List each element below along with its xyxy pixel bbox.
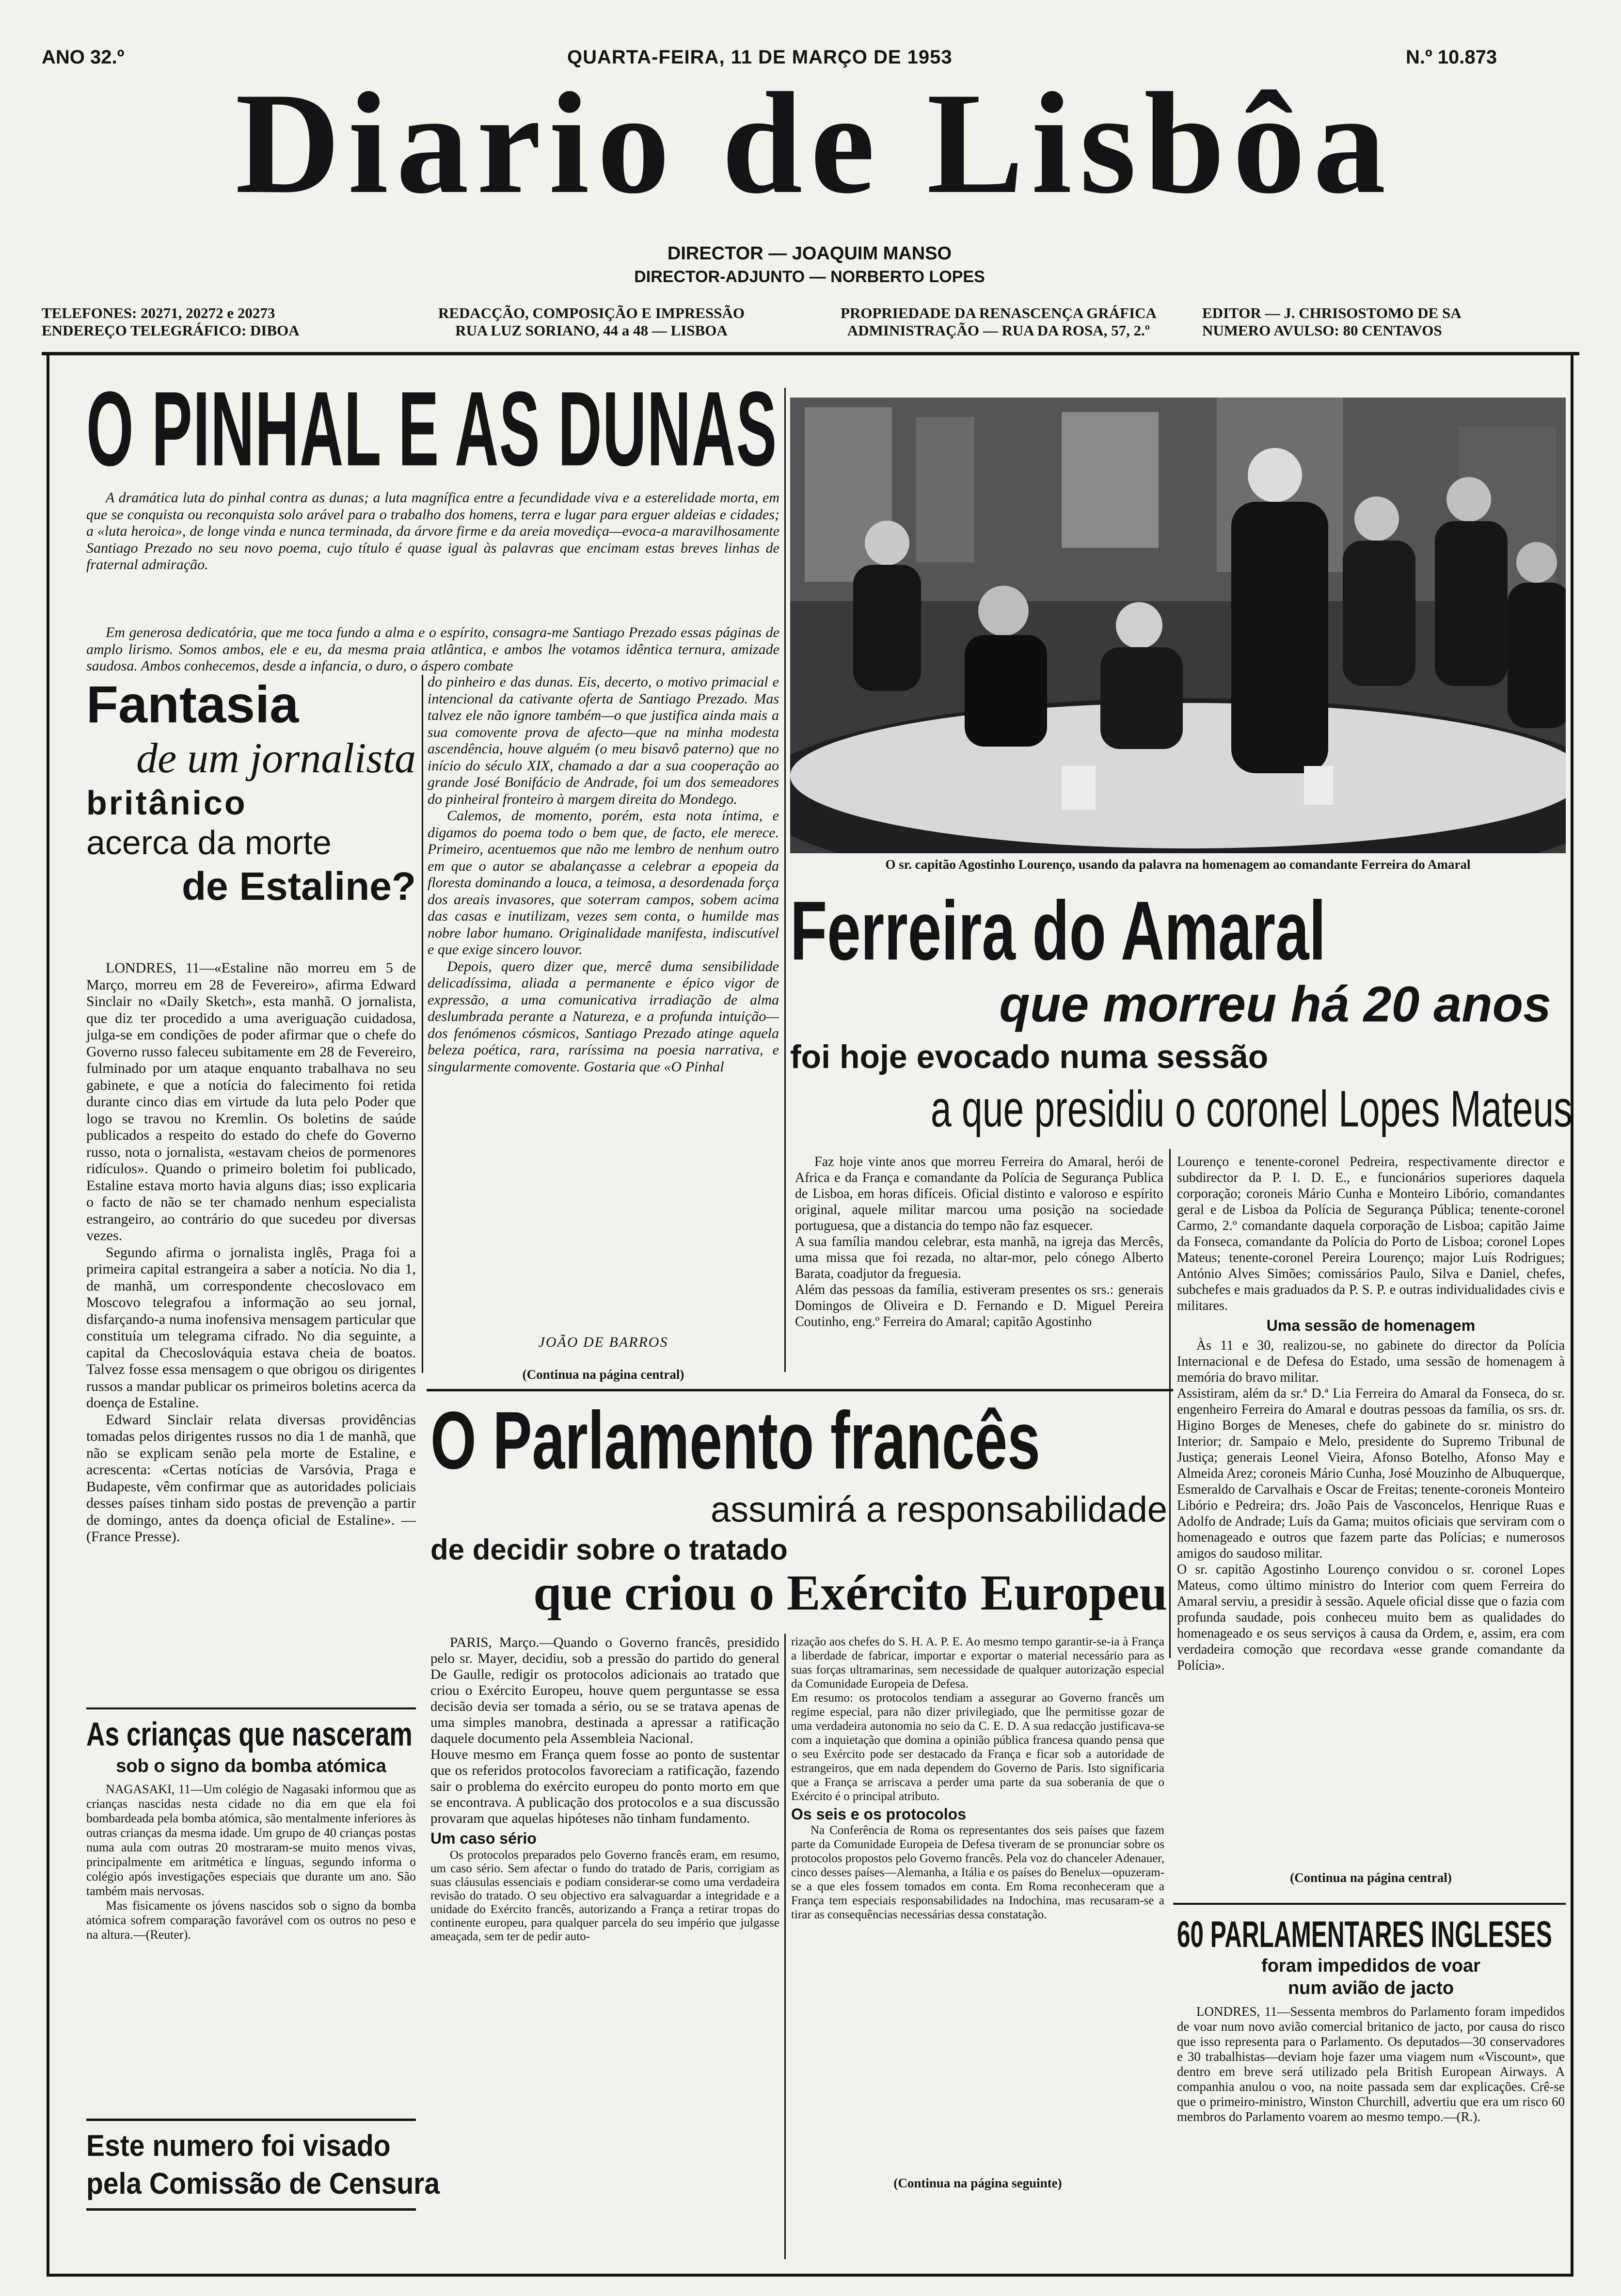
censorship-line-2: pela Comissão de Censura	[86, 2167, 440, 2200]
photo-caption: O sr. capitão Agostinho Lourenço, usando da palavra na homenagem ao comandante Ferreira do Amaral	[885, 857, 1471, 872]
parlamento-subhead-1: assumirá a responsabilidade	[711, 1489, 1167, 1530]
ingleses-headline: 60 PARLAMENTARES INGLESES	[1177, 1913, 1552, 1955]
fantasia-subtitle-2: britânico	[86, 784, 247, 822]
editor: EDITOR — J. CHRISOSTOMO DE SA	[1202, 304, 1462, 321]
ingleses-subhead-1: foram impedidos de voar	[1261, 1956, 1480, 1976]
ceremony-photo	[790, 398, 1566, 853]
issue-year: ANO 32.º	[42, 47, 125, 68]
amaral-subhead-1: que morreu há 20 anos	[999, 976, 1551, 1033]
telegraph: ENDEREÇO TELEGRÁFICO: DIBOA	[42, 322, 300, 339]
newspaper-title: Diario de Lisbôa	[235, 63, 1394, 223]
amaral-subsection: Uma sessão de homenagem	[1266, 1317, 1476, 1334]
owner: PROPRIEDADE DA RENASCENÇA GRÁFICA	[841, 304, 1157, 321]
phones: TELEFONES: 20271, 20272 e 20273	[42, 304, 275, 321]
pinhal-column: do pinheiro e das dunas. Eis, decerto, o motivo primacial e intencional da cativante oferta de Santiago Prezado. Mas talvez ele não ignore também—o que justifica ainda mais a sua comovente prova de afecto—que na minha modesta ascendência, houve alguém (o meu bisavô paterno) que no início do século XIX, chamado a dar a sua cooperação ao grande José Bonifácio de Andrade, foi um dos semeadores do pinheiral fronteiro à margem direita do Mondego. Calemos, de momento, porém, esta nota íntima, e digamos do poema todo o bem que, de facto, ele merece. Primeiro, acentuemos que não me lembro de nenhum outro em que o autor se abalançasse a celebrar a epopeia da floresta dominando a louca, a teimosa, a desordenada força dos areais invasores, que soterram campos, sobem acima das casas e inutilizam, vezes sem conta, o humilde mas nobre labor humano. Originalidade manifesta, indiscutível e que exige sincero louvor. Depois, quero dizer que, mercê duma sensibilidade delicadíssima, aliada a permanente e épico vigor de expressão, a uma comunicativa irradiação de alma deslumbrada perante a Natureza, e a profunda intuição—dos fenómenos cósmicos, Santiago Prezado atinge aquela beleza poética, rara, raríssima na poesia narrativa, e singularmente comovente. Gostaria que «O Pinhal	[428, 674, 779, 1075]
fantasia-title: Fantasia	[86, 675, 299, 733]
amaral-subhead-2: foi hoje evocado numa sessão	[790, 1038, 1269, 1075]
pinhal-author: JOÃO DE BARROS	[538, 1334, 668, 1350]
ingleses-body: LONDRES, 11—Sessenta membros do Parlamento foram impedidos de voar num novo avião comercial britanico de jacto, por causa do risco que isso representa para o Parlamento. Os deputados—30 conservadores e 30 trabalhistas—deviam hoje fazer uma viagem num «Viscount», que dentro em breve será utilizado pela British European Airways. A companhia anulou o voo, na noite passada sem dar explicações. Crê-se que o primeiro-ministro, Winston Churchill, advertiu que era um risco 60 membros do Parlamento voarem ao mesmo tempo.—(R.).	[1177, 2004, 1565, 2124]
amaral-col-2: Lourenço e tenente-coronel Pedreira, respectivamente director e subdirector da P. I. D. E., e funcionários superiores daquela corporação; coroneis Mário Cunha e Monteiro Libório, comandantes geral e de Lisboa da Polícia de Segurança Pública; tenente-coronel Carmo, 2.º comandante daquela corporação de Lisboa; capitão Jaime da Fonseca, comandante da Polícia do Porto de Lisboa; coronel Lopes Mateus; tenente-coronel Pereira Lourenço; major Luís Rodrigues; António Alves Simões; comissários Paulo, Silva e Daniel, chefes, subchefes e mais graduados da P. S. P. e outras individualidades civis e militares. Uma sessão de homenagem Às 11 e 30, realizou-se, no gabinete do director da Polícia Internacional e de Defesa do Estado, uma sessão de homenagem à memória do bravo militar. Assistiram, além da sr.ª D.ª Lia Ferreira do Amaral da Fonseca, do sr. engenheiro Ferreira do Amaral e doutras pessoas da família, os srs. dr. Higino Borges de Meneses, chefe do gabinete do sr. ministro do Interior; dr. Sampaio e Melo, presidente do Supremo Tribunal de Justiça; generais Leonel Vieira, Afonso Botelho, Afonso May e Almeida Arez; coroneis Mário Cunha, José Mouzinho de Albuquerque, Esmeraldo de Carvalhais e Oscar de Freitas; tenente-coroneis Monteiro Libório e Pedreira; drs. João Pais de Vasconcelos, Henrique Ruas e Adolfo de Andrade; Luís da Gama; muitos oficiais que serviram com o homenageado e outros que fazem parte das Polícias; e numerosos amigos do saudoso militar. O sr. capitão Agostinho Lourenço convidou o sr. coronel Lopes Mateus, como último ministro do Interior com quem Ferreira do Amaral serviu, a presidir à sessão. Aquele oficial disse que o fazia com profunda saudade, pois conheceu muito bem as qualidades do homenageado e os seus serviços à causa da Ordem, e, assim, era com verdadeira comoção que recordava «esse grande comandante da Polícia».	[1177, 1154, 1565, 1673]
newsroom-address: RUA LUZ SORIANO, 44 a 48 — LISBOA	[455, 322, 728, 339]
section-rule	[86, 1707, 416, 1709]
parlamento-subsection-1: Um caso sério	[430, 1830, 537, 1847]
left-border	[47, 355, 49, 2275]
pinhal-continues: (Continua na página central)	[522, 1367, 684, 1382]
section-rule	[427, 1389, 1173, 1391]
newsroom: REDACÇÃO, COMPOSIÇÃO E IMPRESSÃO	[438, 304, 745, 321]
ceremony-photo-image	[790, 398, 1566, 853]
parlamento-headline: O Parlamento francês	[430, 1395, 1040, 1486]
fantasia-subtitle-4: de Estaline?	[181, 864, 416, 909]
parlamento-subhead-2: de decidir sobre o tratado	[430, 1533, 788, 1566]
amaral-subhead-3: a que presidiu o coronel Lopes Mateus	[931, 1081, 1573, 1138]
fantasia-heading	[86, 674, 416, 911]
column-rule	[422, 675, 423, 1373]
fantasia-subtitle-3: acerca da morte	[86, 824, 332, 861]
parlamento-subhead-3: que criou o Exército Europeu	[533, 1565, 1167, 1621]
pinhal-dedication: Em generosa dedicatória, que me toca fundo a alma e o espírito, consagra-me Santiago Prezado essas páginas de amplo lirismo. Somos ambos, ele e eu, da mesma praia atlântica, e ambos lhe votamos idêntica ternura, amizade saudosa. Ambos conhecemos, desde a infancia, o duro, o áspero combate	[86, 624, 779, 674]
amaral-headline: Ferreira do Amaral	[790, 883, 1326, 977]
criancas-subhead: sob o signo da bomba atómica	[116, 1756, 386, 1776]
fantasia-subtitle-1: de um jornalista	[136, 735, 416, 782]
right-border	[1571, 355, 1573, 2275]
pinhal-headline: O PINHAL E AS DUNAS	[86, 370, 778, 488]
ingleses-subhead-2: num avião de jacto	[1287, 1978, 1454, 1998]
section-rule	[1173, 1903, 1566, 1905]
parlamento-col-1: PARIS, Março.—Quando o Governo francês, presidido pelo sr. Mayer, decidiu, sob a pressão do partido do general De Gaulle, redigir os protocolos adicionais ao tratado que criou o Exército Europeu, houve quem perguntasse se essa decisão devia ser tomada a sério, ou se se tratava apenas de uma simples manobra, destinada a apressar a ratificação daquele documento pela Assembleia Nacional. Houve mesmo em França quem fosse ao ponto de sustentar que os referidos protocolos favoreciam a ratificação, fazendo sair o problema do exército europeu do ponto morto em que se encontrava. A publicação dos protocolos e a sua discussão provaram que aquelas hipóteses não tinham fundamento. Um caso sério Os protocolos preparados pelo Governo francês eram, em resumo, um caso sério. Sem afectar o fundo do tratado de Paris, corrigiam as suas cláusulas essenciais e podiam considerar-se como uma verdadeira revisão do tratado. O seu objectivo era salvaguardar a integridade e a unidade do Exército francês, autorizando a França a retirar tropas do continente europeu, para qualquer parcela do seu império que julgasse ameaçada, sem ter de pedir auto-	[430, 1635, 779, 1943]
issue-date: QUARTA-FEIRA, 11 DE MARÇO DE 1953	[567, 47, 953, 68]
column-rule	[1169, 1149, 1171, 1658]
amaral-col-1: Faz hoje vinte anos que morreu Ferreira do Amaral, herói de Africa e da França e comandante da Polícia de Segurança Publica de Lisboa, em horas difíceis. Oficial distinto e valoroso e espírito original, aquele militar marcou uma posição na sociedade portuguesa, que a distancia do tempo não faz esquecer. A sua família mandou celebrar, esta manhã, na igreja das Mercês, uma missa que foi rezada, no altar-mor, pelo cónego Alberto Barata, coadjutor da freguesia. Além das pessoas da família, estiveram presentes os srs.: generais Domingos de Oliveira e D. Fernando e D. Miguel Pereira Coutinho, eng.º Ferreira do Amaral; capitão Agostinho	[795, 1154, 1163, 1329]
top-rule	[42, 352, 1579, 355]
column-rule	[784, 388, 786, 1372]
criancas-body: NAGASAKI, 11—Um colégio de Nagasaki informou que as crianças nascidas nesta cidade no dia em que ela foi bombardeada pela bomba atómica, são mentalmente inferiores às outras crianças da mesma idade. Um grupo de 40 crianças postas numa aula com outras 20 mostraram-se muito menos vivas, principalmente em aritmética e línguas, segundo informa o colégio após investigações especiais que durante um ano. São também mais nervosas. Mas fisicamente os jóvens nascidos sob o signo da bomba atómica sofrem comparação favorável com os outros no peso e na altura.—(Reuter).	[86, 1782, 416, 1942]
pinhal-intro: A dramática luta do pinhal contra as dunas; a luta magnífica entre a fecundidade viva e a esterelidade morta, em que se conquista ou reconquista solo arável para o trabalho dos homens, terra e lugar para erguer aldeias e cidades; a «luta heroica», de longe vinda e nunca terminada, da árvore firme e da areia movediça—evoca-a maravilhosamente Santiago Prezado no seu novo poema, cujo título é quase igual às palavras que encimam estas breves linhas de fraternal admiração.	[86, 490, 779, 573]
parlamento-subsection-2: Os seis e os protocolos	[791, 1805, 966, 1823]
parlamento-col-2: rização aos chefes do S. H. A. P. E. Ao mesmo tempo garantir-se-ia à França a liberdade de fabricar, importar e exportar o material necessário para as suas forças ultramarinas, sem necessidade de qualquer autorização especial da Comunidade Europeia de Defesa. Em resumo: os protocolos tendiam a assegurar ao Governo francês um regime especial, para não dizer privilegiado, que lhe permitisse gozar de uma verdadeira autonomia no seio da C. E. D. A sua redacção justificava-se com a inquietação que domina a opinião pública francesa quando pensa que o seu Exército pode ser destacado da França e ficar sob a autoridade de estrangeiros, que em nada dependem do Governo de Paris. Isto significaria que a França se arriscava a perder uma parte da sua soberania de que o Exército é o principal atributo. Os seis e os protocolos Na Conferência de Roma os representantes dos seis países que fazem parte da Comunidade Europeia de Defesa tiveram de se pronunciar sobre os protocolos propostos pelo Governo francês. Pela voz do chanceler Adenauer, cinco desses países—Alemanha, a Itália e os países do Benelux—opuzeram-se a que eles fossem tomados em conta. Em Roma reconheceram que a França tem especiais responsabilidades na Indochina, mas recusaram-se a tirar as consequências necessárias dessa constatação.	[791, 1635, 1164, 1921]
criancas-headline: As crianças que nasceram	[86, 1716, 413, 1753]
bottom-border	[47, 2274, 1573, 2277]
administration: ADMINISTRAÇÃO — RUA DA ROSA, 57, 2.º	[847, 322, 1150, 339]
director-line: DIRECTOR — JOAQUIM MANSO	[667, 243, 952, 264]
censorship-box	[86, 2119, 440, 2211]
deputy-director-line: DIRECTOR-ADJUNTO — NORBERTO LOPES	[634, 268, 985, 286]
amaral-continues: (Continua na página central)	[1290, 1870, 1452, 1885]
censorship-line-1: Este numero foi visado	[86, 2129, 391, 2163]
parlamento-continues: (Continua na página seguinte)	[893, 2176, 1062, 2190]
column-rule	[784, 1634, 786, 2259]
price: NUMERO AVULSO: 80 CENTAVOS	[1202, 322, 1442, 339]
issue-number: N.º 10.873	[1406, 47, 1497, 68]
fantasia-body: LONDRES, 11—«Estaline não morreu em 5 de Março, morreu em 28 de Fevereiro», afirma Edward Sinclair no «Daily Sketch», esta manhã. O jornalista, que diz ter procedido a uma averiguação cuidadosa, julga-se em condições de poder afirmar que o chefe do Governo russo faleceu subitamente em 28 de Fevereiro, fulminado por um ataque enquanto trabalhava no seu gabinete, e que a notícia do falecimento foi retida durante cinco dias em virtude da luta pelo Poder que logo se travou no Kremlin. Os boletins de saúde publicados a respeito do estado do chefe do Governo russo, nota o jornalista, «estavam cheios de pormenores ridículos». Quando o primeiro boletim foi publicado, Estaline estava morto havia alguns dias; isso explicaria o facto de não se ter chamado nenhum especialista estrangeiro, ao contrário do que sucedeu por diversas vezes. Segundo afirma o jornalista inglês, Praga foi a primeira capital estrangeira a saber a notícia. No dia 1, de manhã, um correspondente checoslovaco em Moscovo telegrafou a informação ao seu jornal, disfarçando-a numa inofensiva mensagem particular que constituía um telegrama cifrado. No dia seguinte, a capital da Checoslováquia estava cheia de boatos. Talvez fosse essa mensagem o que obrigou os dirigentes russos a mandar publicar os primeiros boletins acerca da doença de Estaline. Edward Sinclair relata diversas providências tomadas pelos dirigentes russos no dia 1 de manhã, que não se explicam senão pela morte de Estaline, e acrescenta: «Certas notícias de Varsóvia, Praga e Budapeste, vêm confirmar que as autoridades policiais desses países tinham sido postas de prevenção a partir de domingo, antes da doença oficial de Estaline». — (France Presse).	[86, 960, 416, 1545]
